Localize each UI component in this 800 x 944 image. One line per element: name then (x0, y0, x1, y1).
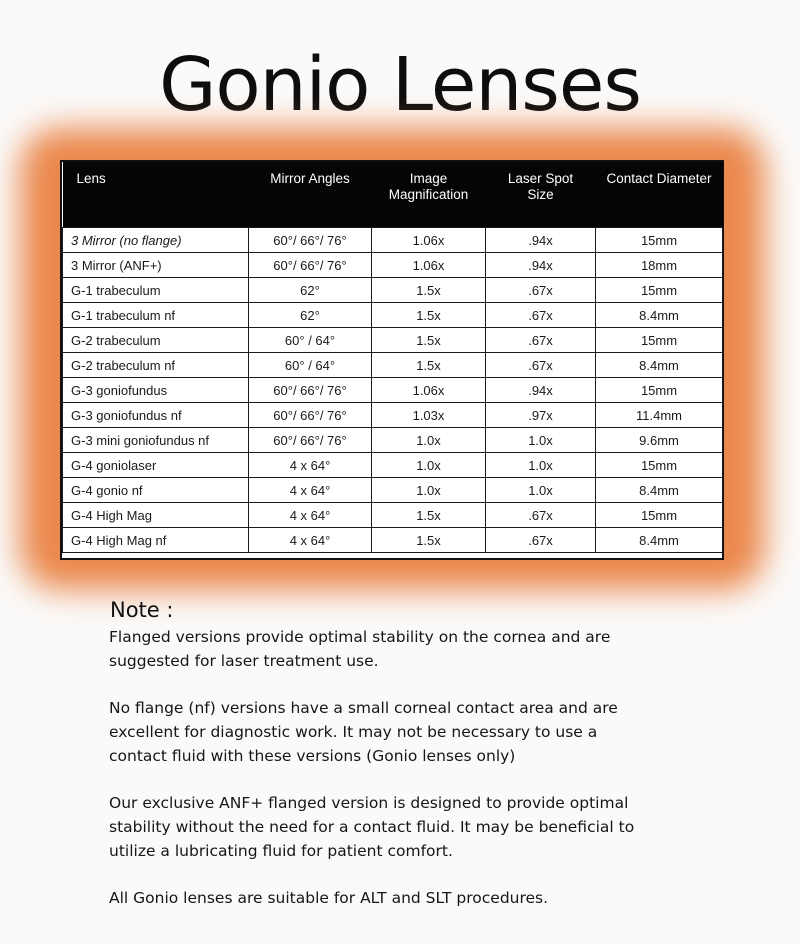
cell-laser-spot-size: .67x (486, 328, 596, 353)
header-mirror-angles: Mirror Angles (249, 162, 372, 228)
cell-laser-spot-size: .94x (486, 378, 596, 403)
cell-mirror-angles: 60° / 64° (249, 328, 372, 353)
cell-lens: G-4 goniolaser (63, 453, 249, 478)
cell-laser-spot-size: .67x (486, 303, 596, 328)
cell-laser-spot-size: .67x (486, 503, 596, 528)
cell-lens: G-4 High Mag nf (63, 528, 249, 553)
note-heading: Note : (110, 598, 174, 622)
header-image-magnification: Image Magnification (372, 162, 486, 228)
table-row (63, 403, 723, 428)
note-paragraph: No flange (nf) versions have a small corneal contact area and are excellent for diagnostic work. It may not be necessary to use a contact fluid with these versions (Gonio lenses only) (109, 699, 618, 765)
cell-laser-spot-size: .67x (486, 353, 596, 378)
cell-mirror-angles: 60° / 64° (249, 353, 372, 378)
cell-lens: G-4 High Mag (63, 503, 249, 528)
cell-laser-spot-size: .67x (486, 528, 596, 553)
cell-laser-spot-size: 1.0x (486, 428, 596, 453)
table-row (63, 503, 723, 528)
cell-contact-diameter: 15mm (596, 328, 723, 353)
cell-laser-spot-size: 1.0x (486, 478, 596, 503)
cell-contact-diameter: 9.6mm (596, 428, 723, 453)
cell-image-magnification: 1.5x (372, 353, 486, 378)
cell-image-magnification: 1.06x (372, 228, 486, 253)
cell-image-magnification: 1.06x (372, 253, 486, 278)
lens-spec-table (62, 162, 723, 553)
page-title: Gonio Lenses (159, 42, 641, 128)
cell-mirror-angles: 62° (249, 278, 372, 303)
table-row (63, 253, 723, 278)
header-laser-spot-size: Laser Spot Size (486, 162, 596, 228)
note-paragraph: Flanged versions provide optimal stability on the cornea and are suggested for laser treatment use. (109, 628, 611, 670)
header-contact-diameter: Contact Diameter (596, 162, 723, 228)
cell-image-magnification: 1.0x (372, 453, 486, 478)
cell-contact-diameter: 8.4mm (596, 303, 723, 328)
table-header-row (63, 162, 723, 228)
cell-mirror-angles: 4 x 64° (249, 528, 372, 553)
cell-lens: G-3 goniofundus nf (63, 403, 249, 428)
header-lens: Lens (63, 162, 249, 228)
cell-lens: 3 Mirror (ANF+) (63, 253, 249, 278)
cell-laser-spot-size: .67x (486, 278, 596, 303)
cell-mirror-angles: 60°/ 66°/ 76° (249, 228, 372, 253)
table-row (63, 353, 723, 378)
note-paragraph: All Gonio lenses are suitable for ALT and SLT procedures. (109, 889, 549, 907)
cell-mirror-angles: 4 x 64° (249, 453, 372, 478)
table-row (63, 528, 723, 553)
cell-image-magnification: 1.03x (372, 403, 486, 428)
cell-contact-diameter: 8.4mm (596, 528, 723, 553)
cell-mirror-angles: 60°/ 66°/ 76° (249, 428, 372, 453)
cell-mirror-angles: 60°/ 66°/ 76° (249, 378, 372, 403)
cell-lens: G-1 trabeculum (63, 278, 249, 303)
cell-lens: G-2 trabeculum nf (63, 353, 249, 378)
cell-lens: G-3 goniofundus (63, 378, 249, 403)
table-row (63, 453, 723, 478)
cell-image-magnification: 1.0x (372, 478, 486, 503)
cell-lens: 3 Mirror (no flange) (63, 228, 249, 253)
cell-mirror-angles: 60°/ 66°/ 76° (249, 403, 372, 428)
cell-lens: G-3 mini goniofundus nf (63, 428, 249, 453)
table-row (63, 478, 723, 503)
cell-mirror-angles: 4 x 64° (249, 478, 372, 503)
cell-contact-diameter: 8.4mm (596, 353, 723, 378)
cell-contact-diameter: 15mm (596, 503, 723, 528)
table-row (63, 228, 723, 253)
cell-image-magnification: 1.5x (372, 328, 486, 353)
cell-image-magnification: 1.06x (372, 378, 486, 403)
cell-image-magnification: 1.0x (372, 428, 486, 453)
cell-laser-spot-size: 1.0x (486, 453, 596, 478)
cell-contact-diameter: 8.4mm (596, 478, 723, 503)
lens-table (60, 160, 724, 560)
cell-mirror-angles: 62° (249, 303, 372, 328)
cell-laser-spot-size: .94x (486, 228, 596, 253)
cell-lens: G-4 gonio nf (63, 478, 249, 503)
cell-image-magnification: 1.5x (372, 303, 486, 328)
cell-lens: G-2 trabeculum (63, 328, 249, 353)
cell-contact-diameter: 15mm (596, 228, 723, 253)
cell-image-magnification: 1.5x (372, 528, 486, 553)
table-row (63, 328, 723, 353)
cell-lens: G-1 trabeculum nf (63, 303, 249, 328)
cell-contact-diameter: 11.4mm (596, 403, 723, 428)
cell-image-magnification: 1.5x (372, 278, 486, 303)
cell-contact-diameter: 15mm (596, 453, 723, 478)
table-row (63, 428, 723, 453)
cell-mirror-angles: 4 x 64° (249, 503, 372, 528)
table-row (63, 303, 723, 328)
cell-laser-spot-size: .94x (486, 253, 596, 278)
cell-contact-diameter: 18mm (596, 253, 723, 278)
cell-contact-diameter: 15mm (596, 278, 723, 303)
table-row (63, 378, 723, 403)
cell-mirror-angles: 60°/ 66°/ 76° (249, 253, 372, 278)
cell-image-magnification: 1.5x (372, 503, 486, 528)
cell-laser-spot-size: .97x (486, 403, 596, 428)
note-paragraph: Our exclusive ANF+ flanged version is designed to provide optimal stability without the need for a contact fluid. It may be beneficial to utilize a lubricating fluid for patient comfort. (109, 794, 635, 860)
table-row (63, 278, 723, 303)
cell-contact-diameter: 15mm (596, 378, 723, 403)
